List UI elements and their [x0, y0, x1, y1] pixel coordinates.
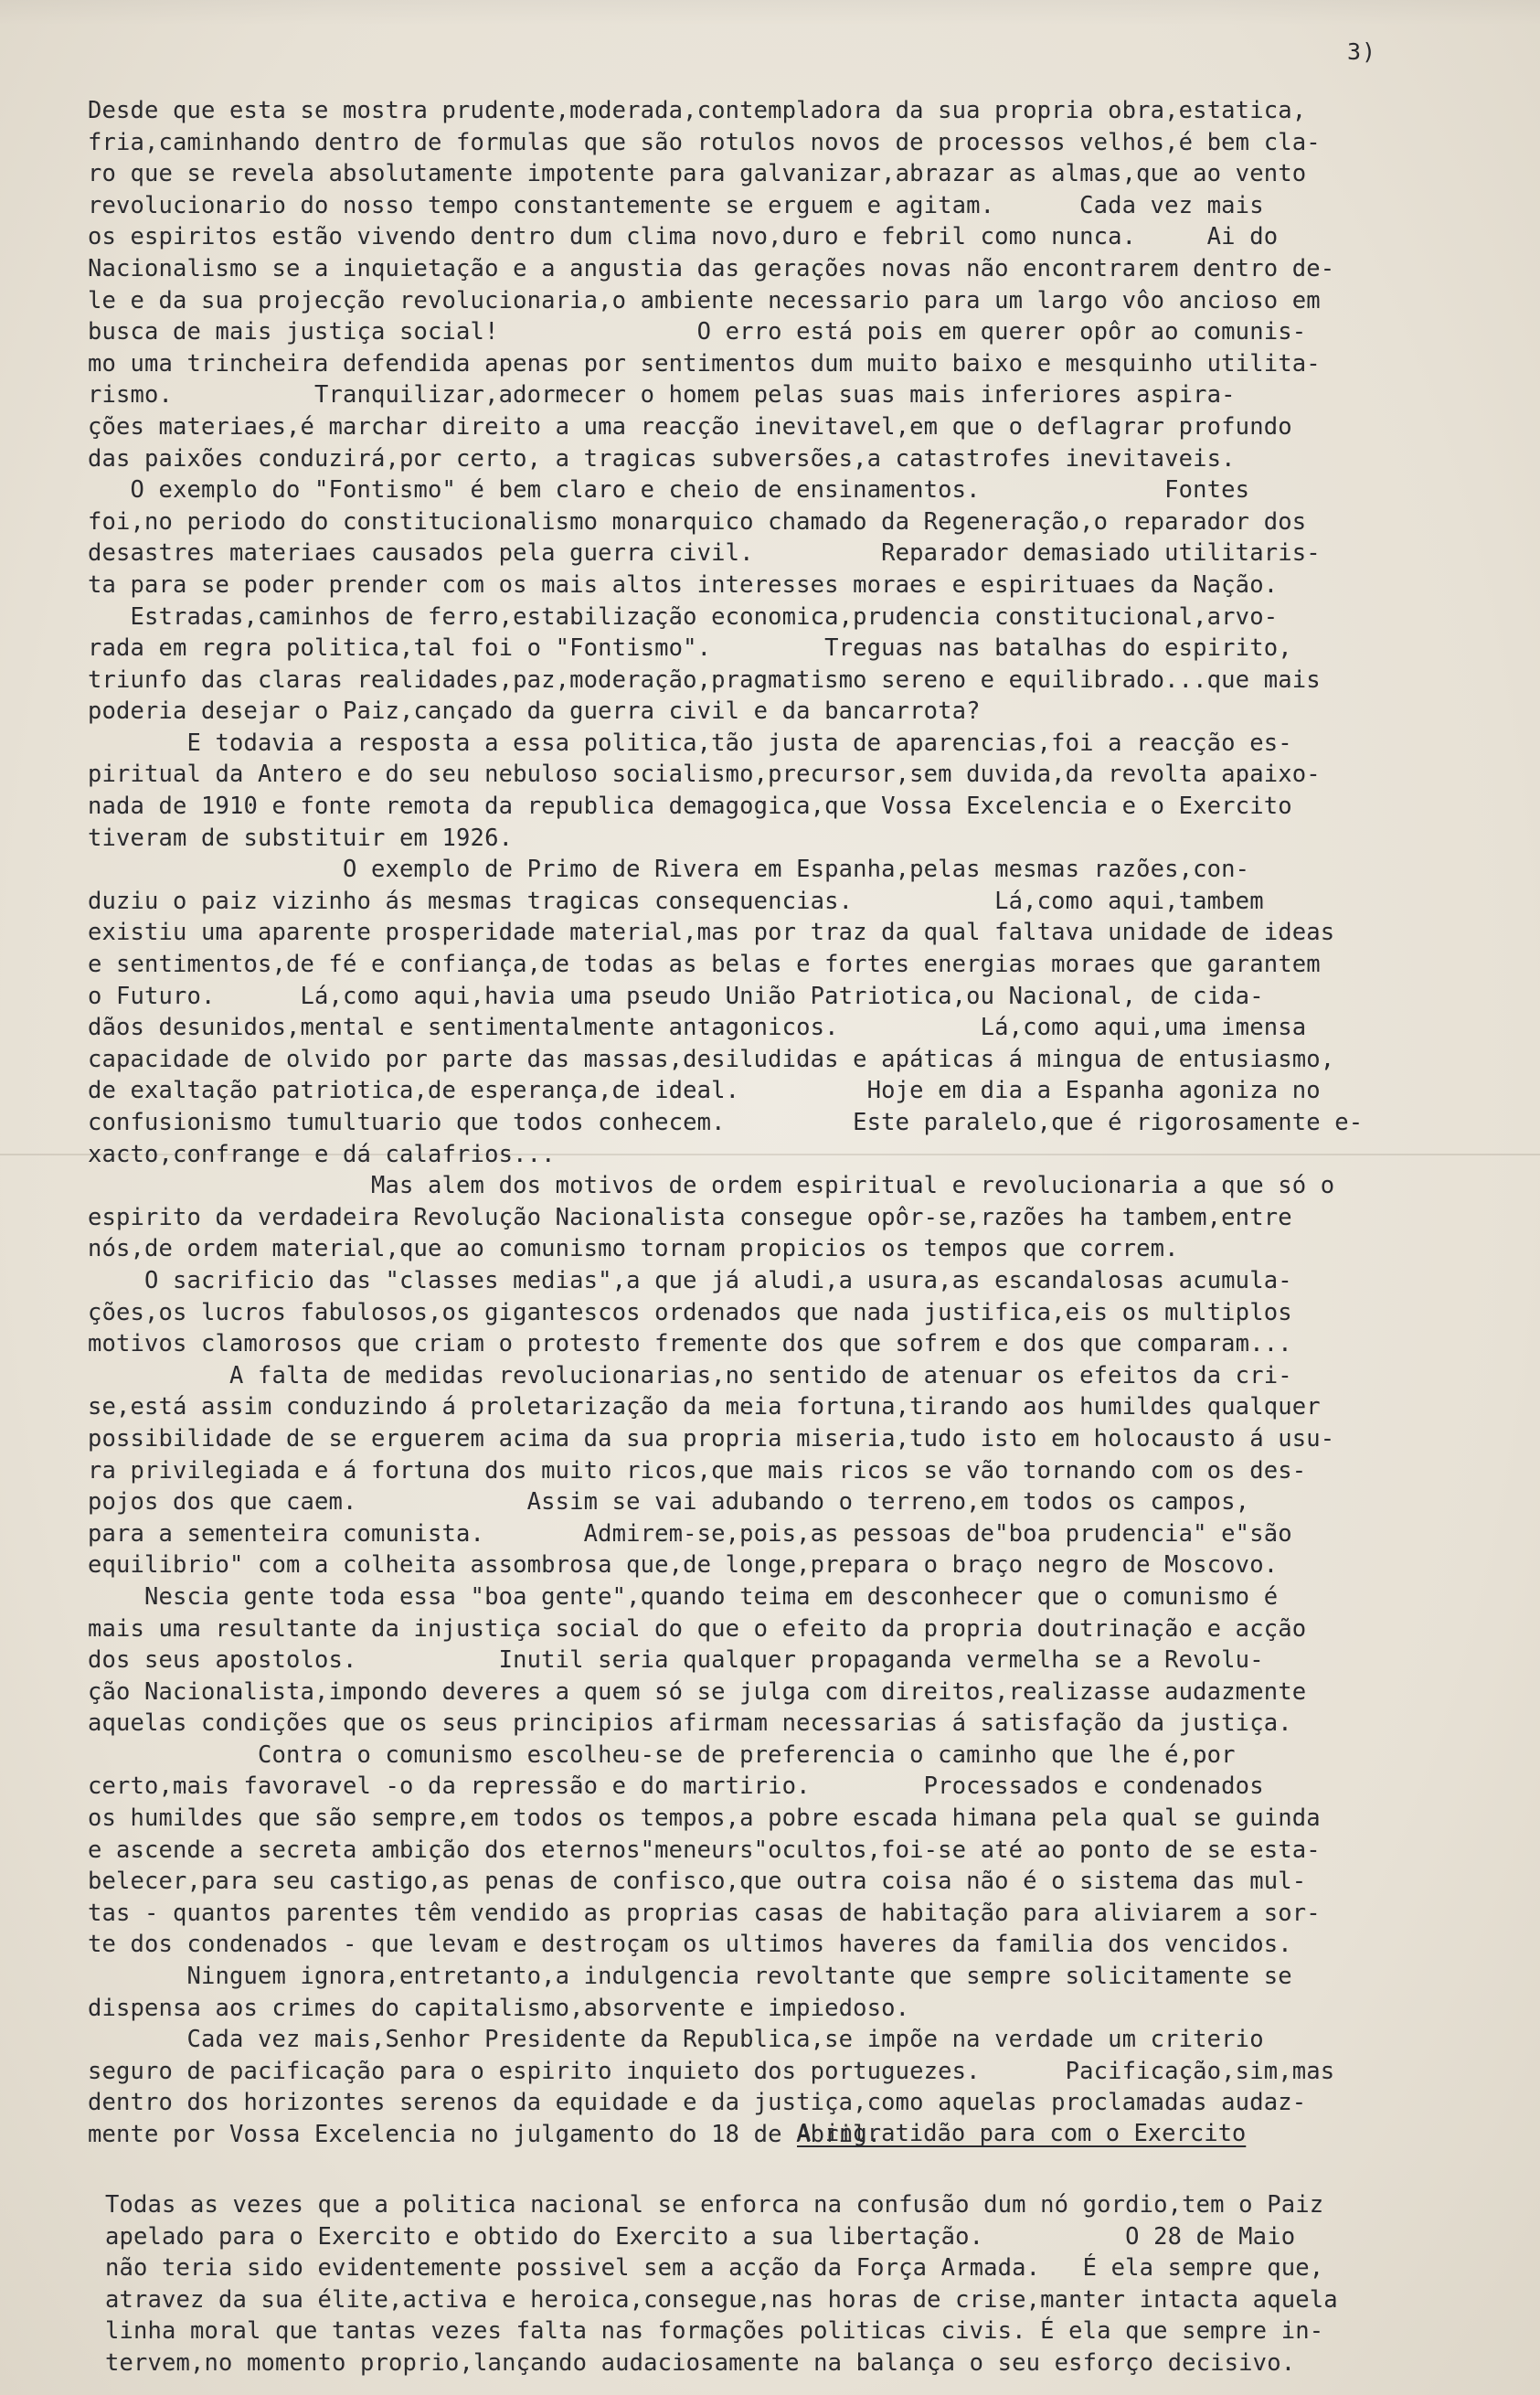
- text-line: existiu uma aparente prosperidade material,mas por traz da qual faltava unidade de ideas: [88, 919, 1335, 947]
- text-line: ções,os lucros fabulosos,os gigantescos ordenados que nada justifica,eis os multiplos: [88, 1298, 1292, 1326]
- text-line: duziu o paiz vizinho ás mesmas tragicas consequencias. Lá,como aqui,tambem: [88, 887, 1264, 915]
- text-line: Cada vez mais,Senhor Presidente da Republica,se impõe na verdade um criterio: [88, 2026, 1264, 2054]
- text-line: revolucionario do nosso tempo constantemente se erguem e agitam. Cada vez mais: [88, 191, 1264, 219]
- text-line: O exemplo do "Fontismo" é bem claro e cheio de ensinamentos. Fontes: [88, 476, 1250, 505]
- text-line: Ninguem ignora,entretanto,a indulgencia revoltante que sempre solicitamente se: [88, 1963, 1292, 1991]
- text-line: e ascende a secreta ambição dos eternos"meneurs"ocultos,foi-se até ao ponto de se esta-: [88, 1836, 1321, 1864]
- text-line: tas - quantos parentes têm vendido as proprias casas de habitação para aliviarem a sor-: [88, 1899, 1321, 1927]
- text-line: das paixões conduzirá,por certo, a tragicas subversões,a catastrofes inevitaveis.: [88, 444, 1236, 473]
- text-line: Contra o comunismo escolheu-se de preferencia o caminho que lhe é,por: [88, 1740, 1236, 1769]
- text-line: desastres materiaes causados pela guerra civil. Reparador demasiado utilitaris-: [88, 539, 1321, 568]
- text-line: busca de mais justiça social! O erro está pois em querer opôr ao comunis-: [88, 318, 1307, 346]
- text-line: certo,mais favoravel -o da repressão e do martirio. Processados e condenados: [88, 1772, 1264, 1801]
- text-line: Nescia gente toda essa "boa gente",quando teima em desconhecer que o comunismo é: [88, 1582, 1279, 1611]
- text-line: le e da sua projecção revolucionaria,o ambiente necessario para um largo vôo ancioso em: [88, 286, 1321, 314]
- text-line: mente por Vossa Excelencia no julgamento do 18 de Abril.: [88, 2121, 882, 2148]
- text-line: foi,no periodo do constitucionalismo monarquico chamado da Regeneração,o reparador dos: [88, 507, 1307, 536]
- page-number: 3): [1347, 38, 1377, 65]
- text-line: fria,caminhando dentro de formulas que são rotulos novos de processos velhos,é bem cla-: [88, 128, 1321, 156]
- text-line: os humildes que são sempre,em todos os tempos,a pobre escada himana pela qual se guinda: [88, 1804, 1321, 1833]
- section-heading: A ingratidão para com o Exercito: [797, 2120, 1247, 2147]
- text-line: dãos desunidos,mental e sentimentalmente antagonicos. Lá,como aqui,uma imensa: [88, 1014, 1307, 1042]
- text-line: capacidade de olvido por parte das massas,desiludidas e apáticas á mingua de entusiasmo,: [88, 1045, 1335, 1073]
- text-line: linha moral que tantas vezes falta nas formações politicas civis. É ela que sempre in-: [105, 2317, 1324, 2346]
- text-line: O exemplo de Primo de Rivera em Espanha,pelas mesmas razões,con-: [88, 856, 1250, 884]
- text-line: tiveram de substituir em 1926.: [88, 824, 514, 852]
- text-line: para a sementeira comunista. Admirem-se,pois,as pessoas de"boa prudencia" e"são: [88, 1519, 1292, 1548]
- text-line: equilibrio" com a colheita assombrosa que,de longe,prepara o braço negro de Moscovo.: [88, 1551, 1279, 1580]
- text-line: apelado para o Exercito e obtido do Exercito a sua libertação. O 28 de Maio: [105, 2222, 1296, 2251]
- text-line: ção Nacionalista,impondo deveres a quem só se julga com direitos,realizasse audazmente: [88, 1677, 1307, 1706]
- text-line: Todas as vezes que a politica nacional se enforca na confusão dum nó gordio,tem o Paiz: [105, 2191, 1324, 2219]
- text-line: espirito da verdadeira Revolução Nacionalista consegue opôr-se,razões ha tambem,entre: [88, 1203, 1292, 1231]
- text-line: possibilidade de se erguerem acima da sua propria miseria,tudo isto em holocausto á usu-: [88, 1424, 1335, 1453]
- text-line: nós,de ordem material,que ao comunismo tornam propicios os tempos que correm.: [88, 1235, 1179, 1263]
- text-line: dispensa aos crimes do capitalismo,absorvente e impiedoso.: [88, 1994, 910, 2022]
- text-line: rada em regra politica,tal foi o "Fontismo". Treguas nas batalhas do espirito,: [88, 634, 1292, 663]
- text-line: dos seus apostolos. Inutil seria qualquer propaganda vermelha se a Revolu-: [88, 1646, 1264, 1675]
- text-line: xacto,confrange e dá calafrios...: [88, 1140, 556, 1168]
- text-line: atravez da sua élite,activa e heroica,consegue,nas horas de crise,manter intacta aquela: [105, 2285, 1338, 2314]
- text-line: o Futuro. Lá,como aqui,havia uma pseudo União Patriotica,ou Nacional, de cida-: [88, 982, 1264, 1010]
- text-line: nada de 1910 e fonte remota da republica demagogica,que Vossa Excelencia e o Exercito: [88, 793, 1292, 821]
- text-line: seguro de pacificação para o espirito inquieto dos portuguezes. Pacificação,sim,mas: [88, 2057, 1335, 2085]
- text-line: rismo. Tranquilizar,adormecer o homem pelas suas mais inferiores aspira-: [88, 381, 1236, 410]
- text-line: O sacrificio das "classes medias",a que já aludi,a usura,as escandalosas acumula-: [88, 1266, 1292, 1294]
- text-line: mais uma resultante da injustiça social do que o efeito da propria doutrinação e acção: [88, 1614, 1307, 1643]
- section-body-text: [105, 2189, 1458, 2379]
- body-text: [88, 95, 1466, 2151]
- text-line: Mas alem dos motivos de ordem espiritual e revolucionaria a que só o: [88, 1172, 1335, 1200]
- text-line: de exaltação patriotica,de esperança,de ideal. Hoje em dia a Espanha agoniza no: [88, 1077, 1321, 1105]
- text-line: Nacionalismo se a inquietação e a angustia das gerações novas não encontrarem dentro de-: [88, 254, 1335, 282]
- text-line: motivos clamorosos que criam o protesto fremente dos que sofrem e dos que comparam...: [88, 1330, 1292, 1358]
- text-line: te dos condenados - que levam e destroçam os ultimos haveres da familia dos vencidos.: [88, 1931, 1292, 1959]
- text-line: se,está assim conduzindo á proletarização da meia fortuna,tirando aos humildes qualquer: [88, 1393, 1321, 1421]
- text-line: ções materiaes,é marchar direito a uma reacção inevitavel,em que o deflagrar profundo: [88, 412, 1292, 441]
- text-line: poderia desejar o Paiz,cançado da guerra civil e da bancarrota?: [88, 697, 981, 726]
- text-line: belecer,para seu castigo,as penas de confisco,que outra coisa não é o sistema das mul-: [88, 1868, 1307, 1896]
- text-line: aquelas condições que os seus principios afirmam necessarias á satisfação da justiça.: [88, 1709, 1292, 1738]
- text-line: ra privilegiada e á fortuna dos muito ricos,que mais ricos se vão tornando com os des-: [88, 1456, 1307, 1485]
- text-line: ta para se poder prender com os mais altos interesses moraes e espirituaes da Nação.: [88, 570, 1279, 599]
- text-line: E todavia a resposta a essa politica,tão justa de aparencias,foi a reacção es-: [88, 729, 1292, 757]
- text-line: tervem,no momento proprio,lançando audaciosamente na balança o seu esforço decisivo.: [105, 2348, 1296, 2377]
- text-line: mo uma trincheira defendida apenas por sentimentos dum muito baixo e mesquinho utilita-: [88, 349, 1321, 378]
- text-line: piritual da Antero e do seu nebuloso socialismo,precursor,sem duvida,da revolta apaixo-: [88, 761, 1321, 789]
- text-line: Estradas,caminhos de ferro,estabilização economica,prudencia constitucional,arvo-: [88, 602, 1279, 631]
- text-line: dentro dos horizontes serenos da equidade e da justiça,como aquelas proclamadas audaz-: [88, 2089, 1307, 2117]
- text-line: e sentimentos,de fé e confiança,de todas as belas e fortes energias moraes que garantem: [88, 951, 1321, 979]
- text-line: não teria sido evidentemente possivel sem a acção da Força Armada. É ela sempre que,: [105, 2254, 1324, 2283]
- text-line: pojos dos que caem. Assim se vai adubando o terreno,em todos os campos,: [88, 1488, 1250, 1517]
- text-line: triunfo das claras realidades,paz,moderação,pragmatismo sereno e equilibrado...que mais: [88, 665, 1321, 694]
- text-line: ro que se revela absolutamente impotente para galvanizar,abrazar as almas,que ao vento: [88, 160, 1307, 188]
- text-line: os espiritos estão vivendo dentro dum clima novo,duro e febril como nunca. Ai do: [88, 223, 1279, 251]
- text-line: A falta de medidas revolucionarias,no sentido de atenuar os efeitos da cri-: [88, 1361, 1292, 1389]
- text-line: confusionismo tumultuario que todos conhecem. Este paralelo,que é rigorosamente e-: [88, 1109, 1364, 1136]
- text-line: Desde que esta se mostra prudente,moderada,contempladora da sua propria obra,estatica,: [88, 97, 1307, 124]
